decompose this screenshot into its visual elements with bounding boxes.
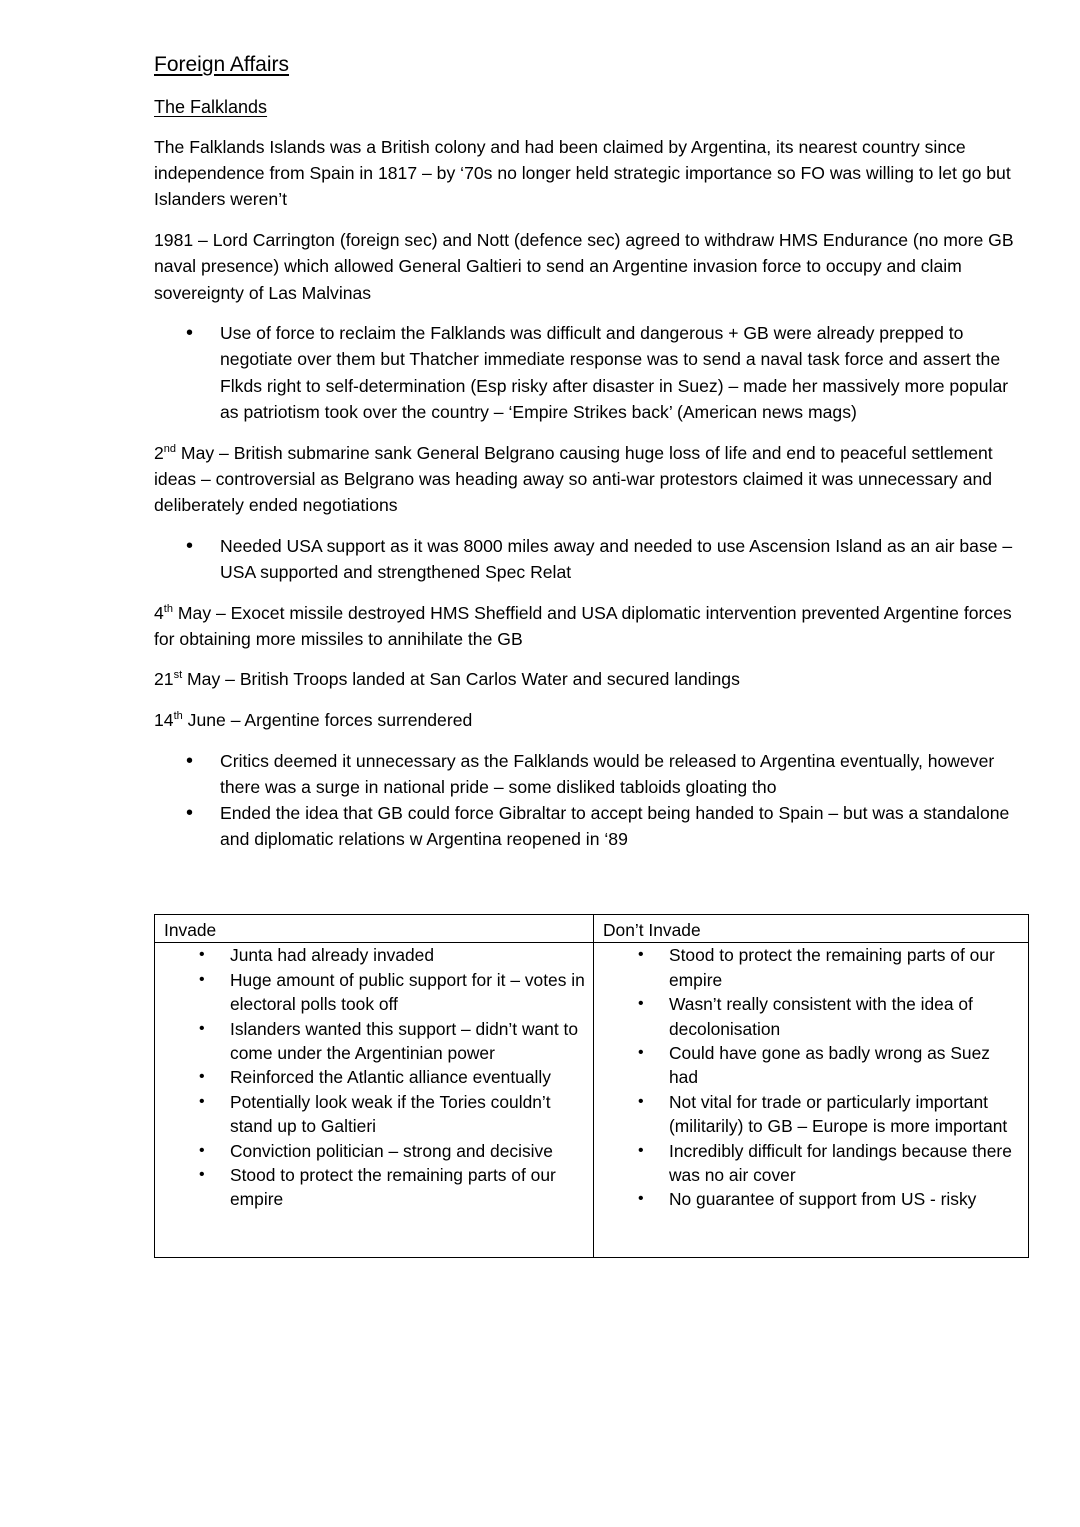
list-item: • Not vital for trade or particularly important (militarily) to GB – Europe is more important: [669, 1090, 1022, 1139]
date-suffix: st: [173, 669, 183, 682]
list-item: • No guarantee of support from US - risky: [669, 1187, 1022, 1211]
page-title: Foreign Affairs: [154, 53, 290, 76]
list-item: • Could have gone as badly wrong as Suez had: [669, 1041, 1022, 1090]
date-number: 2: [154, 442, 164, 463]
list-item: • Reinforced the Atlantic alliance eventually: [230, 1065, 587, 1089]
bullet-usa: • Needed USA support as it was 8000 miles away and needed to use Ascension Island as an air base – USA supported and strengthened Spec Relat: [220, 533, 1030, 585]
list-item: • Junta had already invaded: [230, 943, 587, 967]
list-item: • Potentially look weak if the Tories couldn’t stand up to Galtieri: [230, 1090, 587, 1139]
invade-cell: [155, 943, 594, 1258]
paragraph-4-may: [154, 600, 1030, 652]
bullet-list-force: [154, 320, 1030, 425]
paragraph-text: May – British Troops landed at San Carlos Water and secured landings: [182, 669, 740, 690]
invade-list: [161, 943, 587, 1211]
paragraph-21-may: [154, 666, 1030, 692]
dont-invade-cell: [594, 943, 1029, 1258]
list-item: • Stood to protect the remaining parts of our empire: [230, 1163, 587, 1212]
date-suffix: nd: [163, 442, 177, 455]
date-number: 14: [154, 710, 174, 731]
bullet-list-aftermath: [154, 748, 1030, 853]
list-item: • Incredibly difficult for landings because there was no air cover: [669, 1139, 1022, 1188]
paragraph-2-may: [154, 440, 1030, 519]
date-number: 21: [154, 669, 174, 690]
bullet-force: • Use of force to reclaim the Falklands was difficult and dangerous + GB were already prepped to negotiate over them but Thatcher immediate response was to send a naval task force and assert the Flkds right to self-determination (Esp risky after disaster in Suez) – made her massively more popular as patriotism took over the country – ‘Empire Strikes back’ (American news mags): [220, 320, 1030, 425]
table-row: [155, 943, 1029, 1258]
list-item: • Islanders wanted this support – didn’t want to come under the Argentinian power: [230, 1017, 587, 1066]
bullet-gibraltar: • Ended the idea that GB could force Gibraltar to accept being handed to Spain – but was a standalone and diplomatic relations w Argentina reopened in ‘89: [220, 800, 1030, 852]
table-header-row: [155, 915, 1029, 943]
paragraph-text: June – Argentine forces surrendered: [182, 710, 473, 731]
date-suffix: th: [163, 602, 173, 615]
paragraph-14-june: [154, 707, 1030, 733]
bullet-list-usa: [154, 533, 1030, 585]
header-dont-invade: Don’t Invade: [594, 915, 1029, 943]
date-number: 4: [154, 602, 164, 623]
invade-comparison-table: [154, 914, 1029, 1258]
header-invade: Invade: [155, 915, 594, 943]
document-body: [154, 52, 1030, 867]
paragraph-text: May – Exocet missile destroyed HMS Sheffield and USA diplomatic intervention prevented Argentine forces for obtaining more missiles to annihilate the GB: [154, 602, 1012, 649]
paragraph-text: May – British submarine sank General Belgrano causing huge loss of life and end to peaceful settlement ideas – controversial as Belgrano was heading away so anti-war protestors claimed it was unnecessary and deliberately ended negotiations: [154, 442, 993, 515]
date-suffix: th: [173, 710, 183, 723]
list-item: • Huge amount of public support for it – votes in electoral polls took off: [230, 968, 587, 1017]
section-title: The Falklands: [154, 97, 268, 117]
paragraph-1981: 1981 – Lord Carrington (foreign sec) and Nott (defence sec) agreed to withdraw HMS Endurance (no more GB naval presence) which allowed General Galtieri to send an Argentine invasion force to occupy and claim sovereignty of Las Malvinas: [154, 230, 1014, 303]
list-item: • Stood to protect the remaining parts of our empire: [669, 943, 1022, 992]
dont-invade-list: [600, 943, 1022, 1211]
list-item: • Conviction politician – strong and decisive: [230, 1139, 587, 1163]
intro-paragraph: The Falklands Islands was a British colony and had been claimed by Argentina, its nearest country since independence from Spain in 1817 – by ‘70s no longer held strategic importance so FO was willing to let go but Islanders weren’t: [154, 137, 1011, 210]
list-item: • Wasn’t really consistent with the idea of decolonisation: [669, 992, 1022, 1041]
bullet-critics: • Critics deemed it unnecessary as the Falklands would be released to Argentina eventually, however there was a surge in national pride – some disliked tabloids gloating tho: [220, 748, 1030, 800]
